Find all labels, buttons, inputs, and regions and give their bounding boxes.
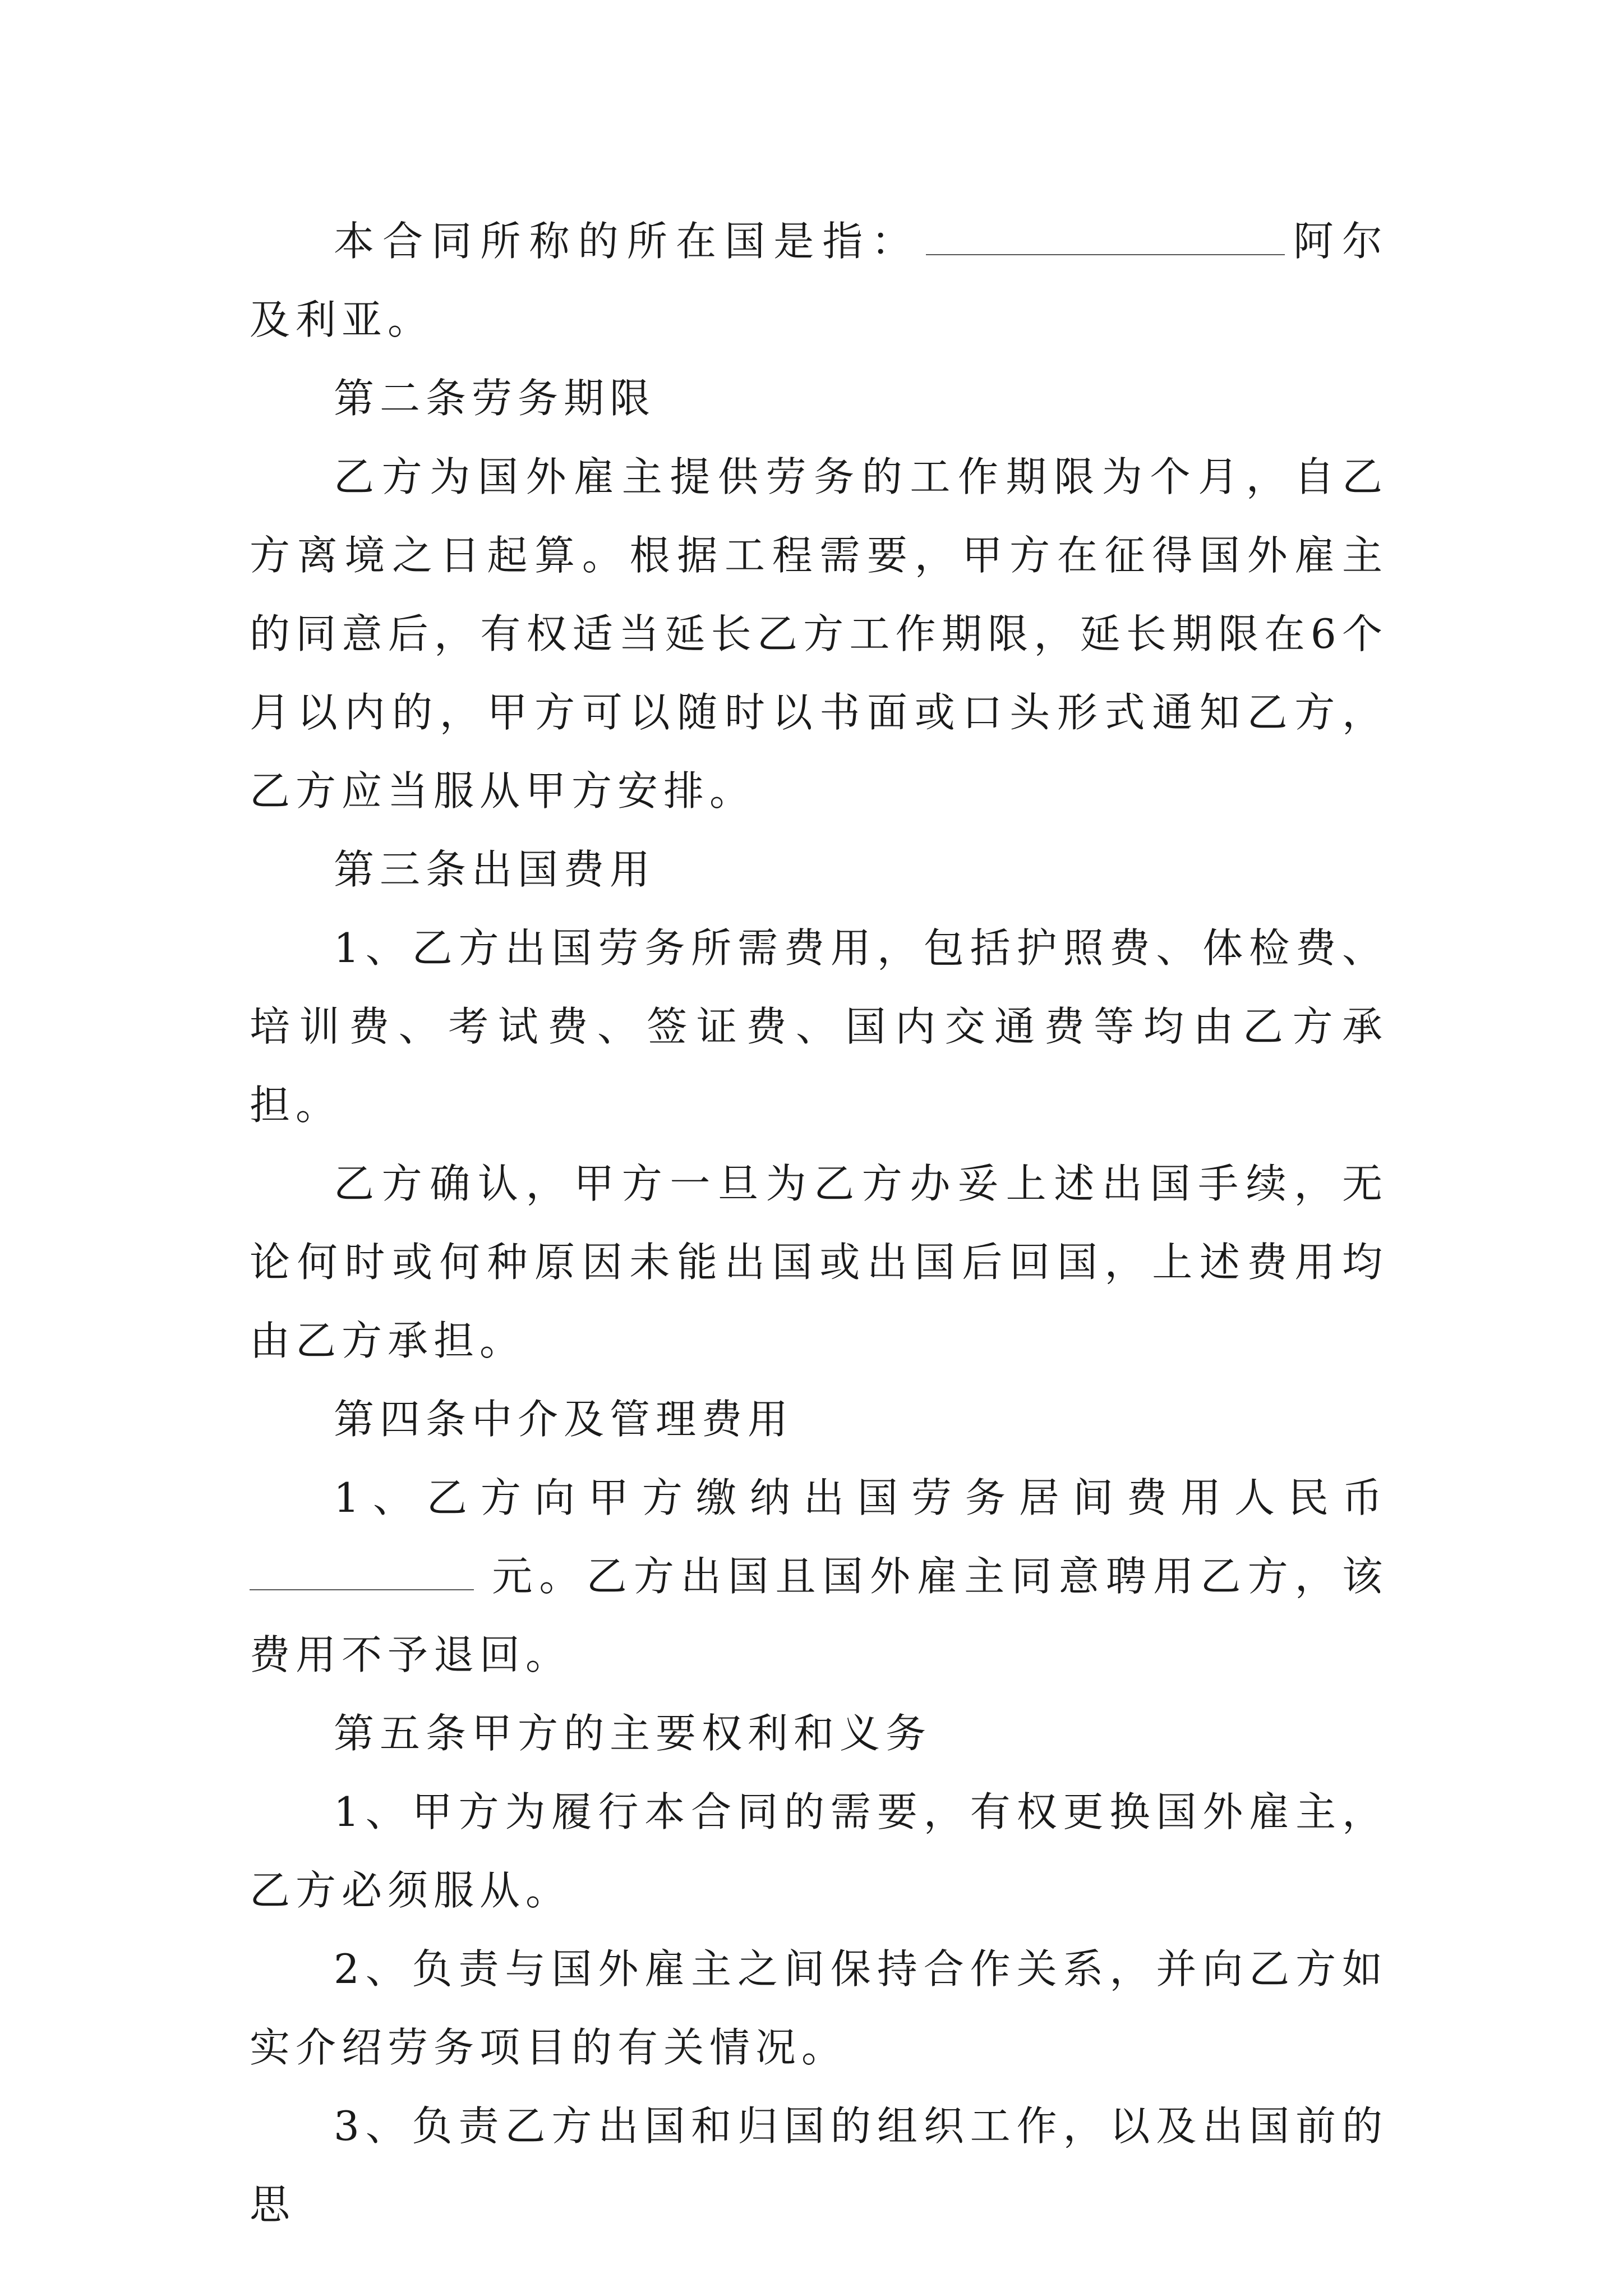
article-5-heading: 第五条甲方的主要权利和义务 (334, 1710, 932, 1757)
fee-label: 1、乙方向甲方缴纳出国劳务居间费用人民币 (334, 1474, 1388, 1521)
host-country-label: 本合同所称的所在国是指： (334, 218, 920, 265)
article-4-item-1-cont (250, 1537, 1388, 1694)
article-5-item-1: 1、甲方为履行本合同的需要，有权更换国外雇主，乙方必须服从。 (250, 1788, 1388, 1914)
article-4-item-1 (250, 1458, 1388, 1537)
article-4-heading: 第四条中介及管理费用 (334, 1396, 794, 1443)
article-3-heading: 第三条出国费用 (334, 846, 656, 893)
fee-text: 元。乙方出国且国外雇主同意聘用乙方，该费用不予退回。 (250, 1553, 1388, 1678)
article-5-item-2: 2、负责与国外雇主之间保持合作关系，并向乙方如实介绍劳务项目的有关情况。 (250, 1945, 1388, 2071)
fee-amount-blank (250, 1544, 474, 1590)
article-3-confirmation: 乙方确认，甲方一旦为乙方办妥上述出国手续，无论何时或何种原因未能出国或出国后回国，上述费用均由乙方承担。 (250, 1160, 1388, 1364)
paragraph-host-country (250, 202, 1388, 359)
article-5-item-3: 3、负责乙方出国和归国的组织工作，以及出国前的思 (250, 2102, 1388, 2228)
article-2-heading: 第二条劳务期限 (334, 375, 656, 422)
article-2-paragraph: 乙方为国外雇主提供劳务的工作期限为个月，自乙方离境之日起算。根据工程需要，甲方在征得国外雇主的同意后，有权适当延长乙方工作期限，延长期限在6个月以内的，甲方可以随时以书面或口头形式通知乙方，乙方应当服从甲方安排。 (250, 453, 1388, 815)
host-country-blank (926, 209, 1285, 255)
contract-body (250, 202, 1388, 2244)
article-3-item-1: 1、乙方出国劳务所需费用，包括护照费、体检费、培训费、考试费、签证费、国内交通费等均由乙方承担。 (250, 924, 1388, 1129)
host-country-value: 阿尔及利亚。 (250, 218, 1388, 343)
